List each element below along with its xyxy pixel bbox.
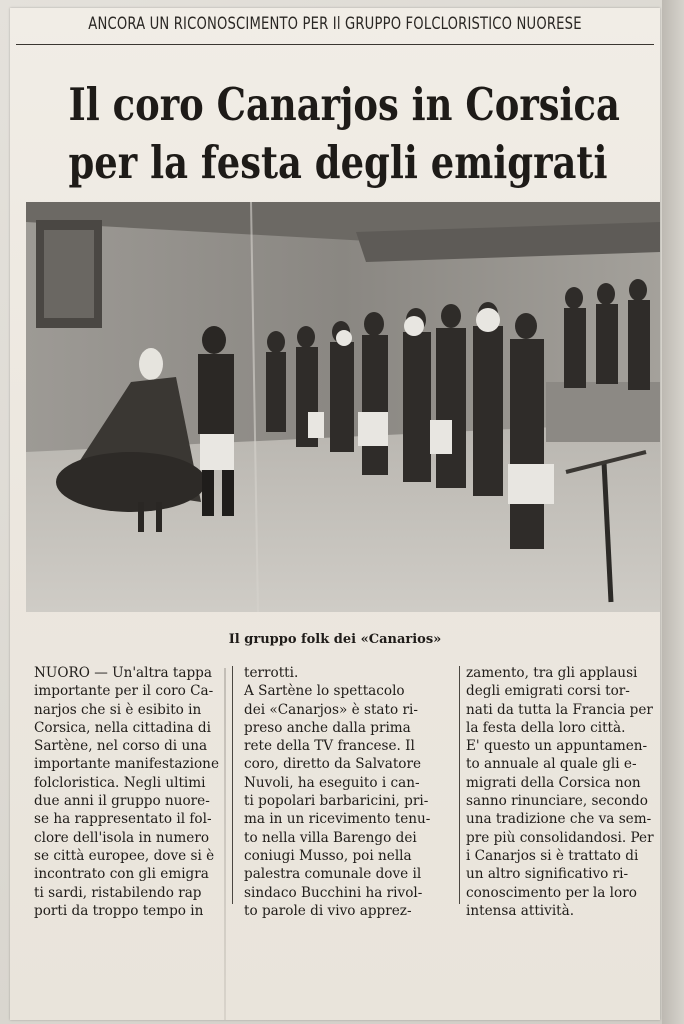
article-text-line: degli emigrati corsi tor-	[466, 683, 630, 700]
article-text-line: un altro significativo ri-	[466, 866, 629, 883]
article-text-line: incontrato con gli emigra	[34, 866, 209, 883]
kicker-rule	[16, 44, 654, 45]
article-text-line: se ha rappresentato il fol-	[34, 811, 212, 828]
article-text-line: to parole di vivo apprez-	[244, 902, 412, 919]
article-text-line: una tradizione che va sem-	[466, 811, 652, 828]
headline-line-2: per la festa degli emigrati	[68, 136, 608, 189]
article-text-line: Corsica, nella cittadina di	[34, 719, 211, 736]
article-text-line: dei «Canarjos» è stato ri-	[244, 701, 418, 718]
article-text-line: palestra comunale dove il	[244, 866, 422, 883]
kicker: ANCORA UN RICONOSCIMENTO PER Il GRUPPO FOLCLORISTICO NUORESE	[88, 14, 582, 34]
headline-line-1: Il coro Canarjos in Corsica	[68, 78, 620, 131]
article-text-line: migrati della Corsica non	[466, 774, 641, 791]
article-text-line: sanno rinunciare, secondo	[466, 793, 648, 810]
article-text-line: terrotti.	[244, 665, 299, 681]
article-text-line: Sartène, nel corso di una	[34, 738, 208, 755]
photo-caption: Il gruppo folk dei «Canarios»	[228, 632, 442, 647]
article-text-line: ti sardi, ristabilendo rap	[34, 884, 202, 901]
article-column-1	[34, 664, 238, 920]
article-text-line: ti popolari barbaricini, pri-	[244, 793, 429, 810]
article-text-line: to nella villa Barengo dei	[244, 829, 417, 846]
article-text-line: porti da troppo tempo in	[34, 902, 204, 919]
article-text-line: rete della TV francese. Il	[244, 738, 415, 755]
article-text-line: due anni il gruppo nuore-	[34, 793, 210, 810]
article-text-line: E' questo un appuntamen-	[466, 738, 648, 755]
article-text-line: ma in un ricevimento tenu-	[244, 811, 431, 828]
article-text-line: se città europee, dove si è	[34, 847, 215, 864]
article-text-line: sindaco Bucchini ha rivol-	[244, 884, 423, 901]
article-text-line: coniugi Musso, poi nella	[244, 847, 412, 864]
article-text-line: coro, diretto da Salvatore	[244, 756, 422, 773]
article-text-line: conoscimento per la loro	[466, 884, 637, 901]
article-column-2	[244, 664, 454, 920]
article-text-line: zamento, tra gli applausi	[466, 665, 638, 681]
adjacent-page-edge	[662, 0, 684, 1024]
article-text-line: importante per il coro Ca-	[34, 683, 214, 700]
article-text-line: to annuale al quale gli e-	[466, 756, 637, 773]
article-text-line: clore dell'isola in numero	[34, 829, 210, 846]
article-text-line: intensa attività.	[466, 902, 575, 919]
article-text-line: importante manifestazione	[34, 756, 219, 773]
article-column-3	[466, 664, 662, 920]
photo-folk-group	[26, 202, 660, 612]
newspaper-clipping	[10, 8, 660, 1020]
article-text-line: preso anche dalla prima	[244, 719, 411, 736]
paper-tear-crease	[224, 668, 226, 1020]
article-text-line: narjos che si è esibito in	[34, 701, 202, 718]
column-divider-2	[459, 666, 460, 904]
article-text-line: pre più consolidandosi. Per	[466, 829, 654, 846]
article-text-line: i Canarjos si è trattato di	[466, 847, 639, 864]
column-divider-1	[232, 666, 233, 904]
article-text-line: NUORO — Un'altra tappa	[34, 665, 212, 681]
article-text-line: la festa della loro città.	[466, 719, 626, 736]
article-text-line: nati da tutta la Francia per	[466, 701, 653, 718]
article-text-line: folcloristica. Negli ultimi	[34, 774, 206, 791]
article-text-line: A Sartène lo spettacolo	[244, 683, 405, 700]
article-text-line: Nuvoli, ha eseguito i can-	[244, 774, 420, 791]
